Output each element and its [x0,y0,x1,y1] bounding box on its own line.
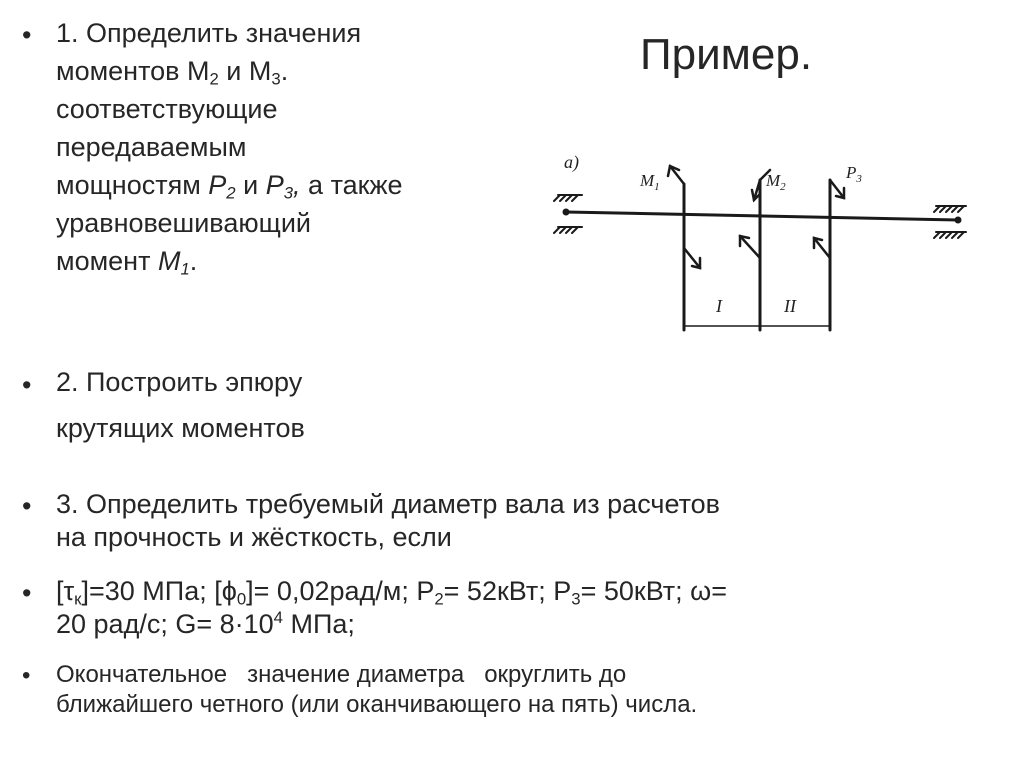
given-data-line-1: $[\tau_к]=30$ МПа; $[\phi_0]= 0,02рад/м$; $Р_2= 52кВт$; $Р_3= 50кВт$; ω= [56,576,728,609]
task-3-line-1: 3. Определить требуемый диаметр вала из расчетов [56,489,721,519]
given-data-text [56,575,727,641]
given-data-line-2: 20 рад/с; $G= 8\cdot 10^4$ МПа; [56,607,355,639]
bullet-3: • [22,491,32,521]
bullet-5: • [22,662,31,689]
task-1-line-7: момент $M_1$. [56,246,198,279]
shaft-line [566,212,958,220]
left-bearing [563,209,569,215]
task-1-line-4: передаваемым [56,132,247,162]
task-1-line-3: соответствующие [56,94,278,124]
bullet-4: • [22,578,32,608]
task-1-text [56,14,403,280]
task-1-line-5: мощностям $P_2$ и $P_3$, а также [56,170,403,203]
rounding-note-line-2: ближайшего четного (или оканчивающего на пять) числа. [56,691,698,718]
label-p3: $P_3$ [846,163,862,185]
diagram-labels [564,152,862,316]
shaft-diagram [548,140,978,340]
task-2-line-1: 2. Построить эпюру [56,367,303,397]
slide-title: Пример. [640,30,813,79]
bullet-2: • [22,370,32,400]
moment-arrows-top [668,166,844,200]
task-2-text [56,363,305,447]
label-m1: $M_1$ [640,171,660,193]
task-2-line-2: крутящих моментов [56,413,305,443]
task-1-line-6: уравновешивающий [56,208,311,238]
task-1-line-1: 1. Определить значения [56,18,362,48]
label-a: a) [564,152,579,172]
moment-arrows-bottom [684,236,830,268]
bullet-1: • [22,20,32,50]
rounding-note-text [56,660,697,720]
right-support [934,206,966,238]
task-3-line-2: на прочность и жёсткость, если [56,522,452,552]
label-m2: $M_2$ [766,171,786,193]
rounding-note-line-1: Окончательное значение диаметра округлить до [56,661,627,688]
task-3-text [56,488,720,554]
label-section-1: I [716,296,722,316]
task-1-line-2: моментов $M_2$ и $M_3$. [56,56,289,89]
label-section-2: II [784,296,796,316]
right-bearing [955,217,961,223]
